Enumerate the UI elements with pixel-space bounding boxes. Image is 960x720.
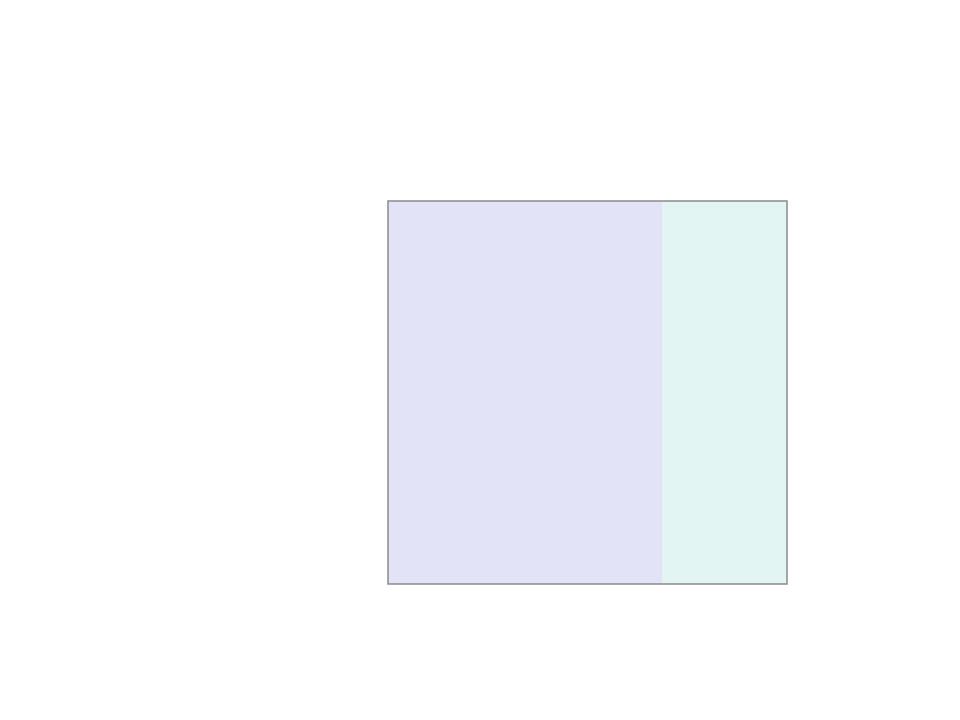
- normal-range-background: [388, 201, 662, 584]
- clinical-range-background: [662, 201, 787, 584]
